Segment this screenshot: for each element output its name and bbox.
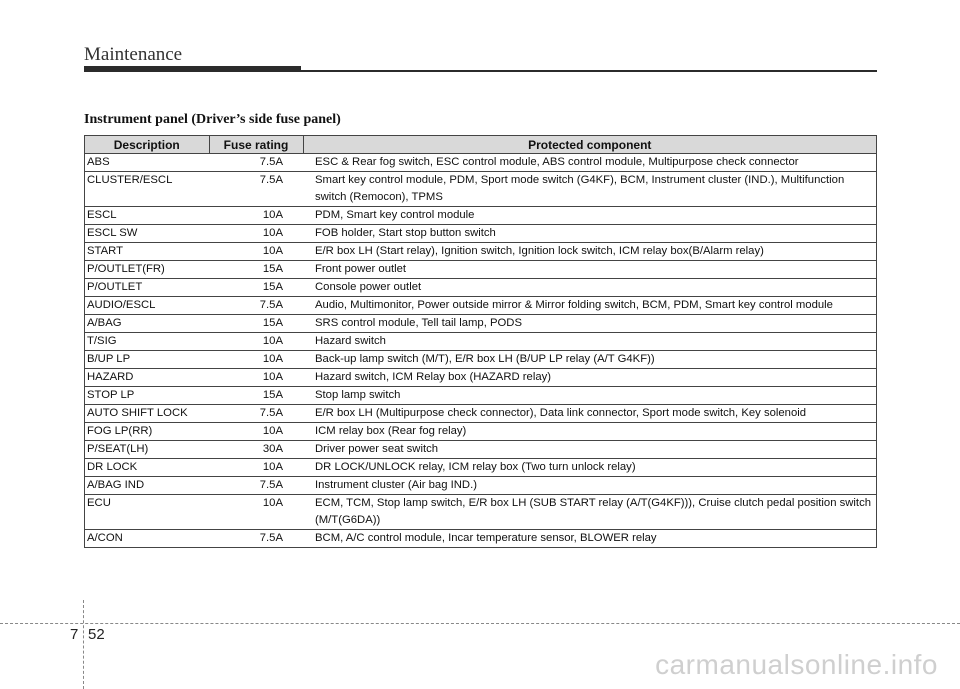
fuse-description-cell: STOP LP <box>85 387 210 405</box>
protected-component-cell: ECM, TCM, Stop lamp switch, E/R box LH (SUB START relay (A/T(G4KF))), Cruise clutch pedal position switch (M/T(G6DA)) <box>303 495 877 530</box>
header-rule-thin <box>301 70 877 72</box>
table-header-row <box>85 136 877 154</box>
fuse-description-cell: A/BAG <box>85 315 210 333</box>
fuse-description-cell: ECU <box>85 495 210 530</box>
protected-component-cell: Back-up lamp switch (M/T), E/R box LH (B/UP LP relay (A/T G4KF)) <box>303 351 877 369</box>
section-title: Instrument panel (Driver’s side fuse panel) <box>84 112 341 127</box>
fuse-rating-cell: 10A <box>209 369 303 387</box>
fuse-description-cell: AUTO SHIFT LOCK <box>85 405 210 423</box>
fuse-rating-cell: 10A <box>209 423 303 441</box>
fuse-rating-cell: 15A <box>209 261 303 279</box>
column-header-description: Description <box>85 136 210 154</box>
protected-component-cell: ICM relay box (Rear fog relay) <box>303 423 877 441</box>
fuse-description-cell: T/SIG <box>85 333 210 351</box>
fuse-description-cell: P/OUTLET(FR) <box>85 261 210 279</box>
protected-component-cell: Smart key control module, PDM, Sport mode switch (G4KF), BCM, Instrument cluster (IND.), Multifunction switch (Remocon), TPMS <box>303 172 877 207</box>
fuse-description-cell: ESCL SW <box>85 225 210 243</box>
table-row <box>85 172 877 207</box>
table-row <box>85 405 877 423</box>
table-row <box>85 495 877 530</box>
protected-component-cell: Console power outlet <box>303 279 877 297</box>
protected-component-cell: E/R box LH (Start relay), Ignition switch, Ignition lock switch, ICM relay box(B/Alarm relay) <box>303 243 877 261</box>
table-row <box>85 243 877 261</box>
fuse-rating-cell: 30A <box>209 441 303 459</box>
fuse-description-cell: A/BAG IND <box>85 477 210 495</box>
protected-component-cell: DR LOCK/UNLOCK relay, ICM relay box (Two turn unlock relay) <box>303 459 877 477</box>
header-rule-thick <box>84 66 301 72</box>
protected-component-cell: FOB holder, Start stop button switch <box>303 225 877 243</box>
page-number: 52 <box>88 626 105 643</box>
fuse-rating-cell: 10A <box>209 207 303 225</box>
table-row <box>85 477 877 495</box>
protected-component-cell: ESC & Rear fog switch, ESC control module, ABS control module, Multipurpose check connector <box>303 154 877 172</box>
table-row <box>85 279 877 297</box>
column-header-fuse-rating: Fuse rating <box>209 136 303 154</box>
fuse-description-cell: FOG LP(RR) <box>85 423 210 441</box>
fuse-rating-cell: 10A <box>209 459 303 477</box>
table-row <box>85 423 877 441</box>
protected-component-cell: Front power outlet <box>303 261 877 279</box>
table-row <box>85 369 877 387</box>
protected-component-cell: E/R box LH (Multipurpose check connector), Data link connector, Sport mode switch, Key solenoid <box>303 405 877 423</box>
protected-component-cell: BCM, A/C control module, Incar temperature sensor, BLOWER relay <box>303 530 877 548</box>
protected-component-cell: SRS control module, Tell tail lamp, PODS <box>303 315 877 333</box>
fuse-rating-cell: 7.5A <box>209 154 303 172</box>
table-row <box>85 441 877 459</box>
fuse-description-cell: CLUSTER/ESCL <box>85 172 210 207</box>
footer-dashed-divider <box>83 600 84 689</box>
fuse-description-cell: A/CON <box>85 530 210 548</box>
fuse-rating-cell: 10A <box>209 351 303 369</box>
table-row <box>85 154 877 172</box>
protected-component-cell: Audio, Multimonitor, Power outside mirror & Mirror folding switch, BCM, PDM, Smart key control module <box>303 297 877 315</box>
fuse-table-body <box>85 154 877 548</box>
protected-component-cell: Driver power seat switch <box>303 441 877 459</box>
fuse-description-cell: HAZARD <box>85 369 210 387</box>
fuse-rating-cell: 15A <box>209 387 303 405</box>
fuse-description-cell: P/OUTLET <box>85 279 210 297</box>
protected-component-cell: PDM, Smart key control module <box>303 207 877 225</box>
fuse-rating-cell: 10A <box>209 333 303 351</box>
protected-component-cell: Hazard switch, ICM Relay box (HAZARD relay) <box>303 369 877 387</box>
fuse-rating-cell: 7.5A <box>209 297 303 315</box>
column-header-protected-component: Protected component <box>303 136 877 154</box>
table-row <box>85 387 877 405</box>
fuse-description-cell: START <box>85 243 210 261</box>
footer-dashed-rule <box>0 623 960 624</box>
watermark: carmanualsonline.info <box>655 649 938 680</box>
table-row <box>85 459 877 477</box>
table-row <box>85 225 877 243</box>
table-row <box>85 333 877 351</box>
table-row <box>85 315 877 333</box>
fuse-description-cell: AUDIO/ESCL <box>85 297 210 315</box>
fuse-description-cell: ESCL <box>85 207 210 225</box>
table-row <box>85 530 877 548</box>
fuse-description-cell: P/SEAT(LH) <box>85 441 210 459</box>
fuse-rating-cell: 10A <box>209 243 303 261</box>
fuse-rating-cell: 7.5A <box>209 530 303 548</box>
fuse-rating-cell: 15A <box>209 315 303 333</box>
fuse-rating-cell: 7.5A <box>209 405 303 423</box>
fuse-description-cell: ABS <box>85 154 210 172</box>
fuse-description-cell: DR LOCK <box>85 459 210 477</box>
table-row <box>85 207 877 225</box>
table-row <box>85 351 877 369</box>
protected-component-cell: Instrument cluster (Air bag IND.) <box>303 477 877 495</box>
protected-component-cell: Stop lamp switch <box>303 387 877 405</box>
fuse-rating-cell: 7.5A <box>209 477 303 495</box>
page-header-title: Maintenance <box>84 44 183 65</box>
fuse-description-cell: B/UP LP <box>85 351 210 369</box>
table-row <box>85 297 877 315</box>
fuse-rating-cell: 10A <box>209 225 303 243</box>
chapter-number: 7 <box>70 626 79 643</box>
fuse-rating-cell: 7.5A <box>209 172 303 207</box>
fuse-rating-cell: 15A <box>209 279 303 297</box>
protected-component-cell: Hazard switch <box>303 333 877 351</box>
fuse-rating-cell: 10A <box>209 495 303 530</box>
fuse-table <box>84 135 877 548</box>
table-row <box>85 261 877 279</box>
